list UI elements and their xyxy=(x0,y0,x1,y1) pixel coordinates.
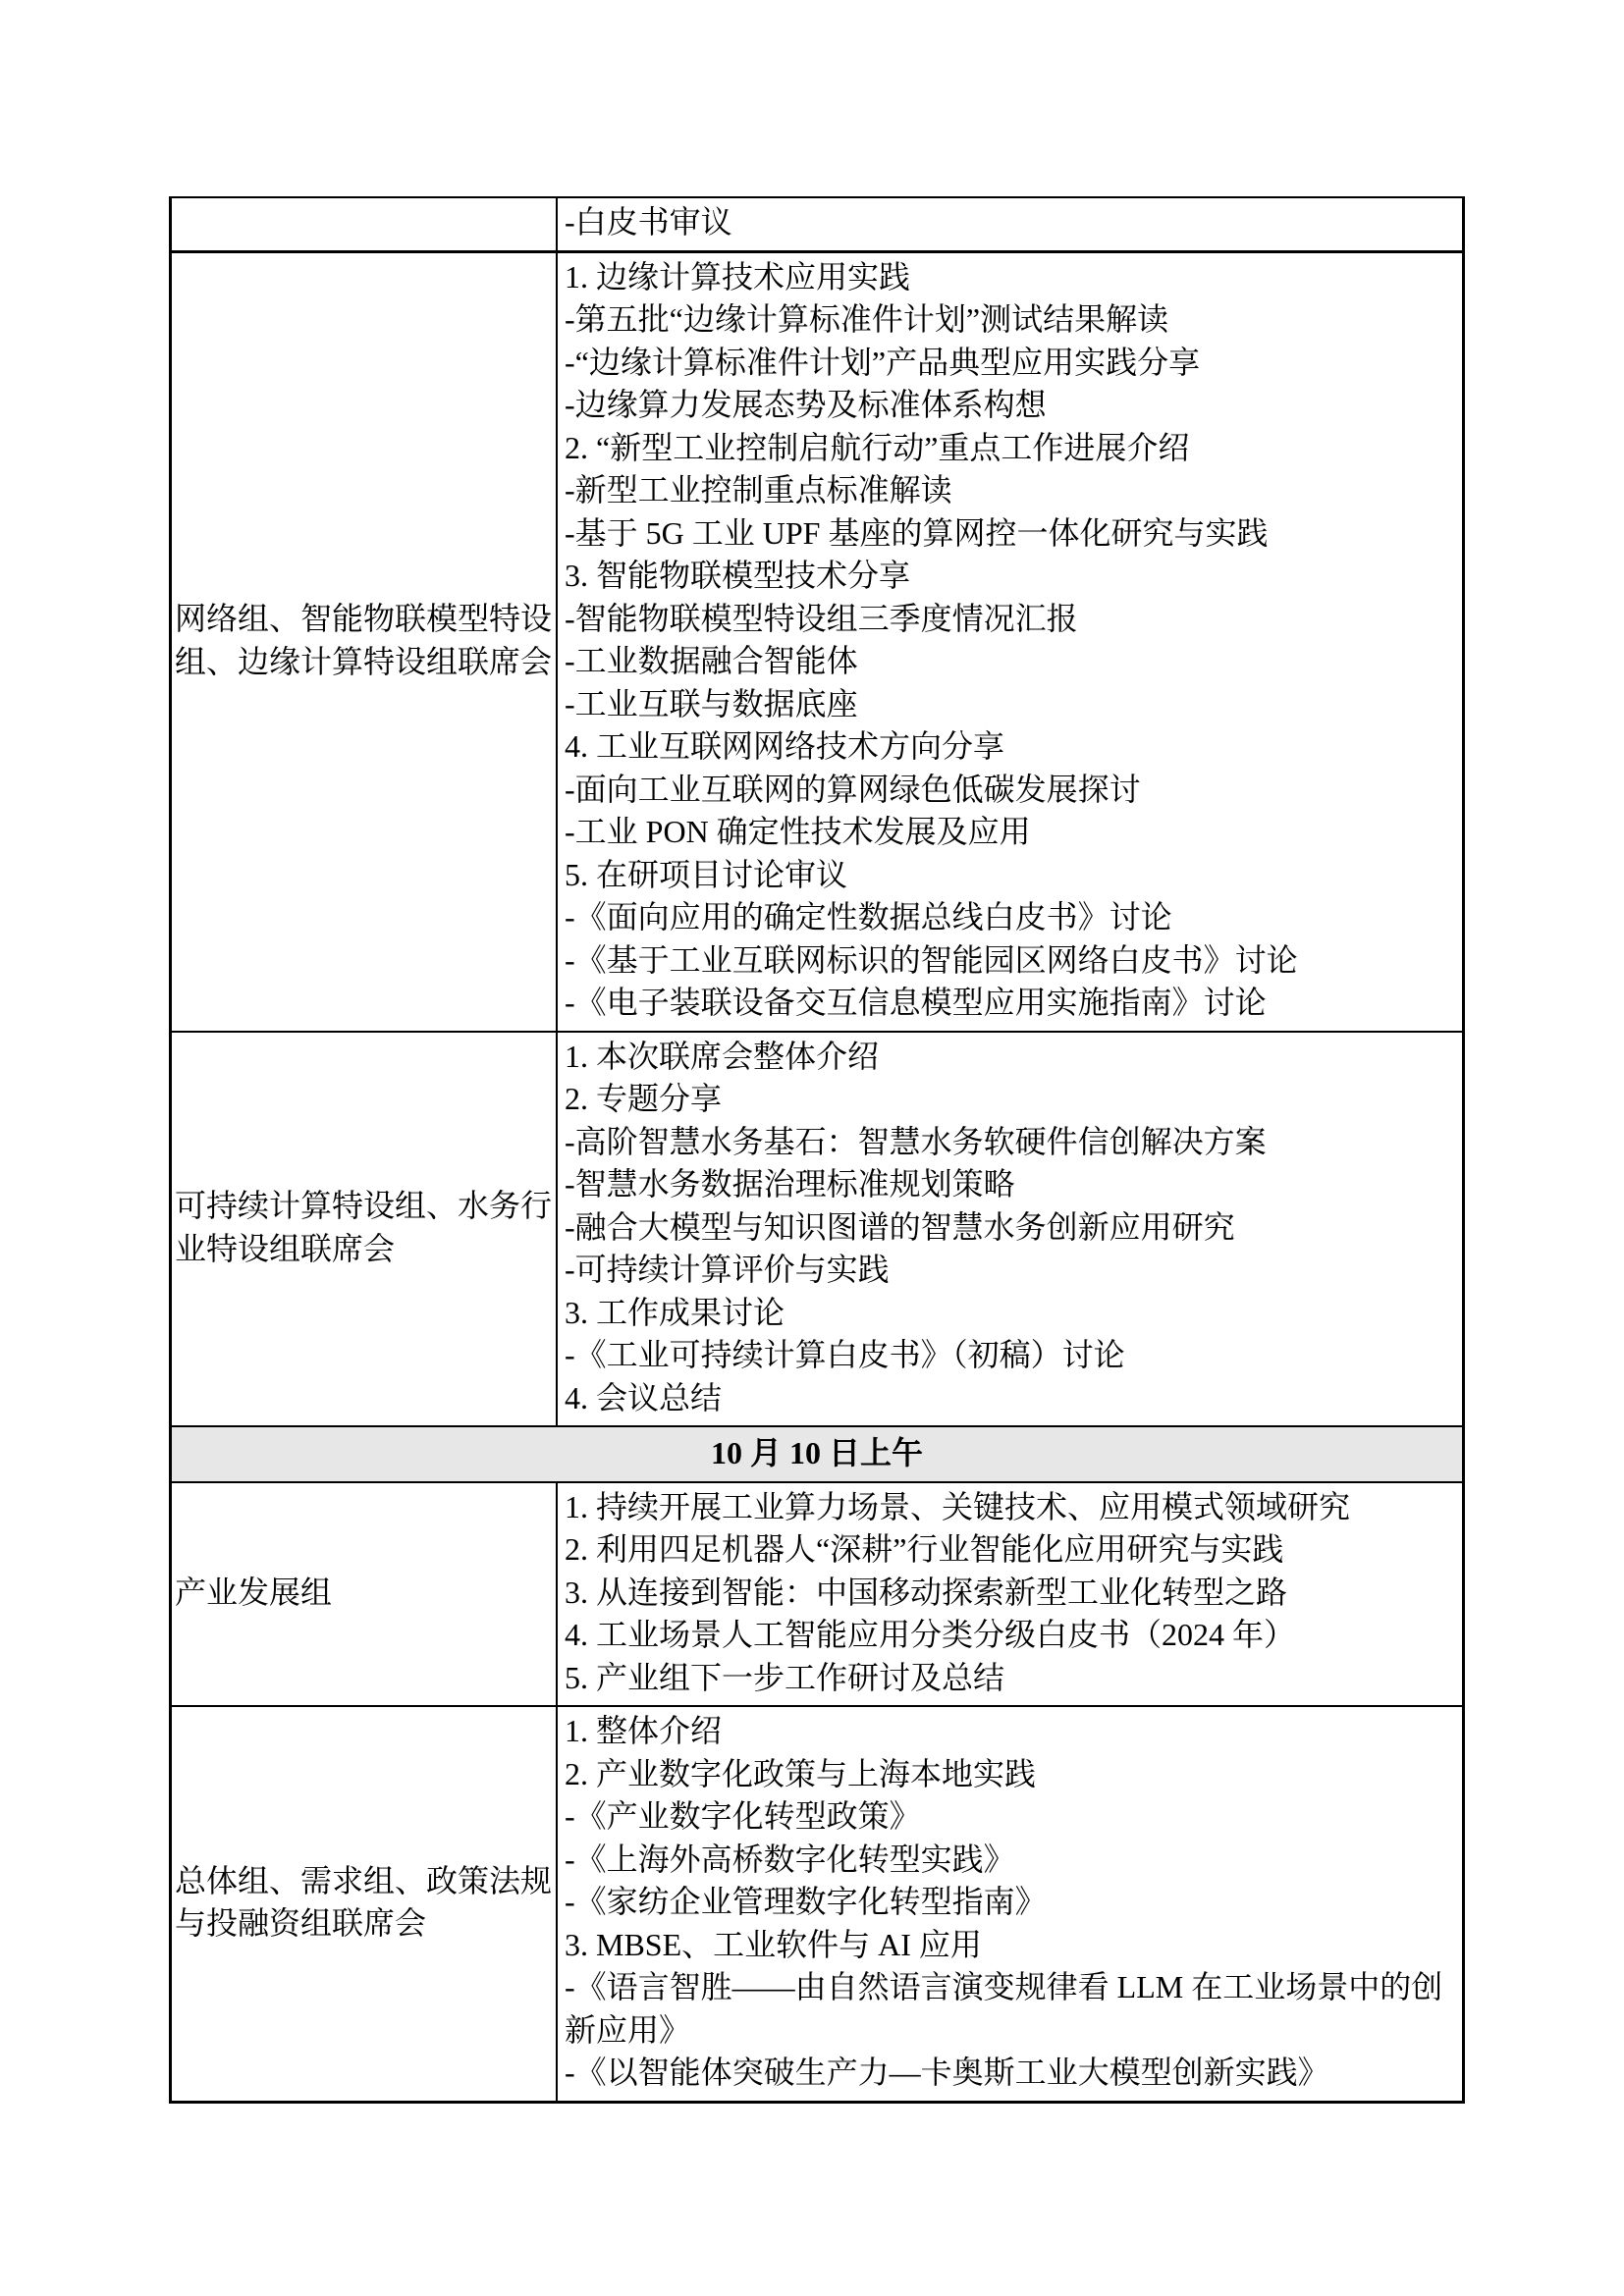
table-row xyxy=(172,250,1462,1031)
agenda-line: -《面向应用的确定性数据总线白皮书》讨论 xyxy=(565,899,1172,934)
group-label: 总体组、需求组、政策法规与投融资组联席会 xyxy=(175,1862,553,1942)
group-label: 可持续计算特设组、水务行业特设组联席会 xyxy=(175,1188,553,1266)
group-cell xyxy=(172,1033,558,1426)
agenda-line: -高阶智慧水务基石：智慧水务软硬件信创解决方案 xyxy=(565,1123,1267,1159)
agenda-line: 3. 从连接到智能：中国移动探索新型工业化转型之路 xyxy=(565,1574,1288,1610)
date-section-label: 10 月 10 日上午 xyxy=(710,1435,923,1470)
agenda-line: 3. 智能物联模型技术分享 xyxy=(565,558,911,593)
group-cell xyxy=(172,198,558,250)
agenda-line: 1. 整体介绍 xyxy=(565,1713,723,1748)
agenda-line: -基于 5G 工业 UPF 基座的算网控一体化研究与实践 xyxy=(565,514,1269,551)
agenda-line: 2. 专题分享 xyxy=(565,1081,723,1116)
agenda-line: 2. 产业数字化政策与上海本地实践 xyxy=(565,1755,1037,1791)
agenda-cell xyxy=(558,1033,1462,1426)
agenda-line: 3. MBSE、工业软件与 AI 应用 xyxy=(565,1926,982,1962)
agenda-line: -白皮书审议 xyxy=(565,204,732,240)
agenda-line: 5. 产业组下一步工作研讨及总结 xyxy=(565,1659,1005,1695)
agenda-line: -《以智能体突破生产力—卡奥斯工业大模型创新实践》 xyxy=(565,2055,1329,2090)
group-cell xyxy=(172,1483,558,1706)
agenda-line: -“边缘计算标准件计划”产品典型应用实践分享 xyxy=(565,344,1201,380)
agenda-line: -《工业可持续计算白皮书》（初稿）讨论 xyxy=(565,1337,1125,1372)
group-cell xyxy=(172,253,558,1031)
agenda-line: -工业数据融合智能体 xyxy=(565,643,858,678)
agenda-line: 3. 工作成果讨论 xyxy=(565,1294,785,1330)
agenda-line: 1. 持续开展工业算力场景、关键技术、应用模式领域研究 xyxy=(565,1488,1351,1524)
agenda-line: 2. “新型工业控制启航行动”重点工作进展介绍 xyxy=(565,429,1190,465)
agenda-cell xyxy=(558,253,1462,1031)
agenda-line: 4. 会议总结 xyxy=(565,1379,723,1415)
agenda-line: -《家纺企业管理数字化转型指南》 xyxy=(565,1884,1047,1919)
agenda-line: -《语言智胜——由自然语言演变规律看 LLM 在工业场景中的创新应用》 xyxy=(565,1969,1443,2048)
agenda-table xyxy=(169,196,1465,2104)
agenda-line: 4. 工业场景人工智能应用分类分级白皮书（2024 年） xyxy=(565,1617,1296,1652)
agenda-cell xyxy=(558,198,1462,250)
agenda-line: 5. 在研项目讨论审议 xyxy=(565,856,848,892)
agenda-cell xyxy=(558,1483,1462,1706)
agenda-line: -面向工业互联网的算网绿色低碳发展探讨 xyxy=(565,771,1141,807)
agenda-line: -第五批“边缘计算标准件计划”测试结果解读 xyxy=(565,301,1169,337)
agenda-line: -《基于工业互联网标识的智能园区网络白皮书》讨论 xyxy=(565,941,1298,978)
table-row xyxy=(172,1705,1462,2101)
agenda-line: -智能物联模型特设组三季度情况汇报 xyxy=(565,600,1078,636)
agenda-cell xyxy=(558,1707,1462,2101)
agenda-line: -工业 PON 确定性技术发展及应用 xyxy=(565,814,1031,849)
agenda-line: -工业互联与数据底座 xyxy=(565,685,858,721)
agenda-line: 4. 工业互联网网络技术方向分享 xyxy=(565,728,1005,764)
agenda-line: -融合大模型与知识图谱的智慧水务创新应用研究 xyxy=(565,1208,1235,1245)
date-section-header xyxy=(172,1425,1462,1481)
agenda-line: -边缘算力发展态势及标准体系构想 xyxy=(565,387,1047,422)
agenda-line: -可持续计算评价与实践 xyxy=(565,1252,890,1287)
table-row xyxy=(172,198,1462,250)
agenda-line: -《电子装联设备交互信息模型应用实施指南》讨论 xyxy=(565,985,1267,1020)
agenda-line: -《产业数字化转型政策》 xyxy=(565,1798,921,1834)
table-row xyxy=(172,1031,1462,1426)
agenda-line: 1. 边缘计算技术应用实践 xyxy=(565,258,911,294)
agenda-line: -新型工业控制重点标准解读 xyxy=(565,472,952,507)
agenda-line: 1. 本次联席会整体介绍 xyxy=(565,1038,880,1074)
group-label: 产业发展组 xyxy=(175,1575,333,1610)
group-cell xyxy=(172,1707,558,2101)
agenda-line: 2. 利用四足机器人“深耕”行业智能化应用研究与实践 xyxy=(565,1531,1284,1567)
group-label: 网络组、智能物联模型特设组、边缘计算特设组联席会 xyxy=(175,601,553,679)
agenda-line: -《上海外高桥数字化转型实践》 xyxy=(565,1841,1015,1877)
agenda-line: -智慧水务数据治理标准规划策略 xyxy=(565,1166,1015,1201)
table-row xyxy=(172,1481,1462,1706)
